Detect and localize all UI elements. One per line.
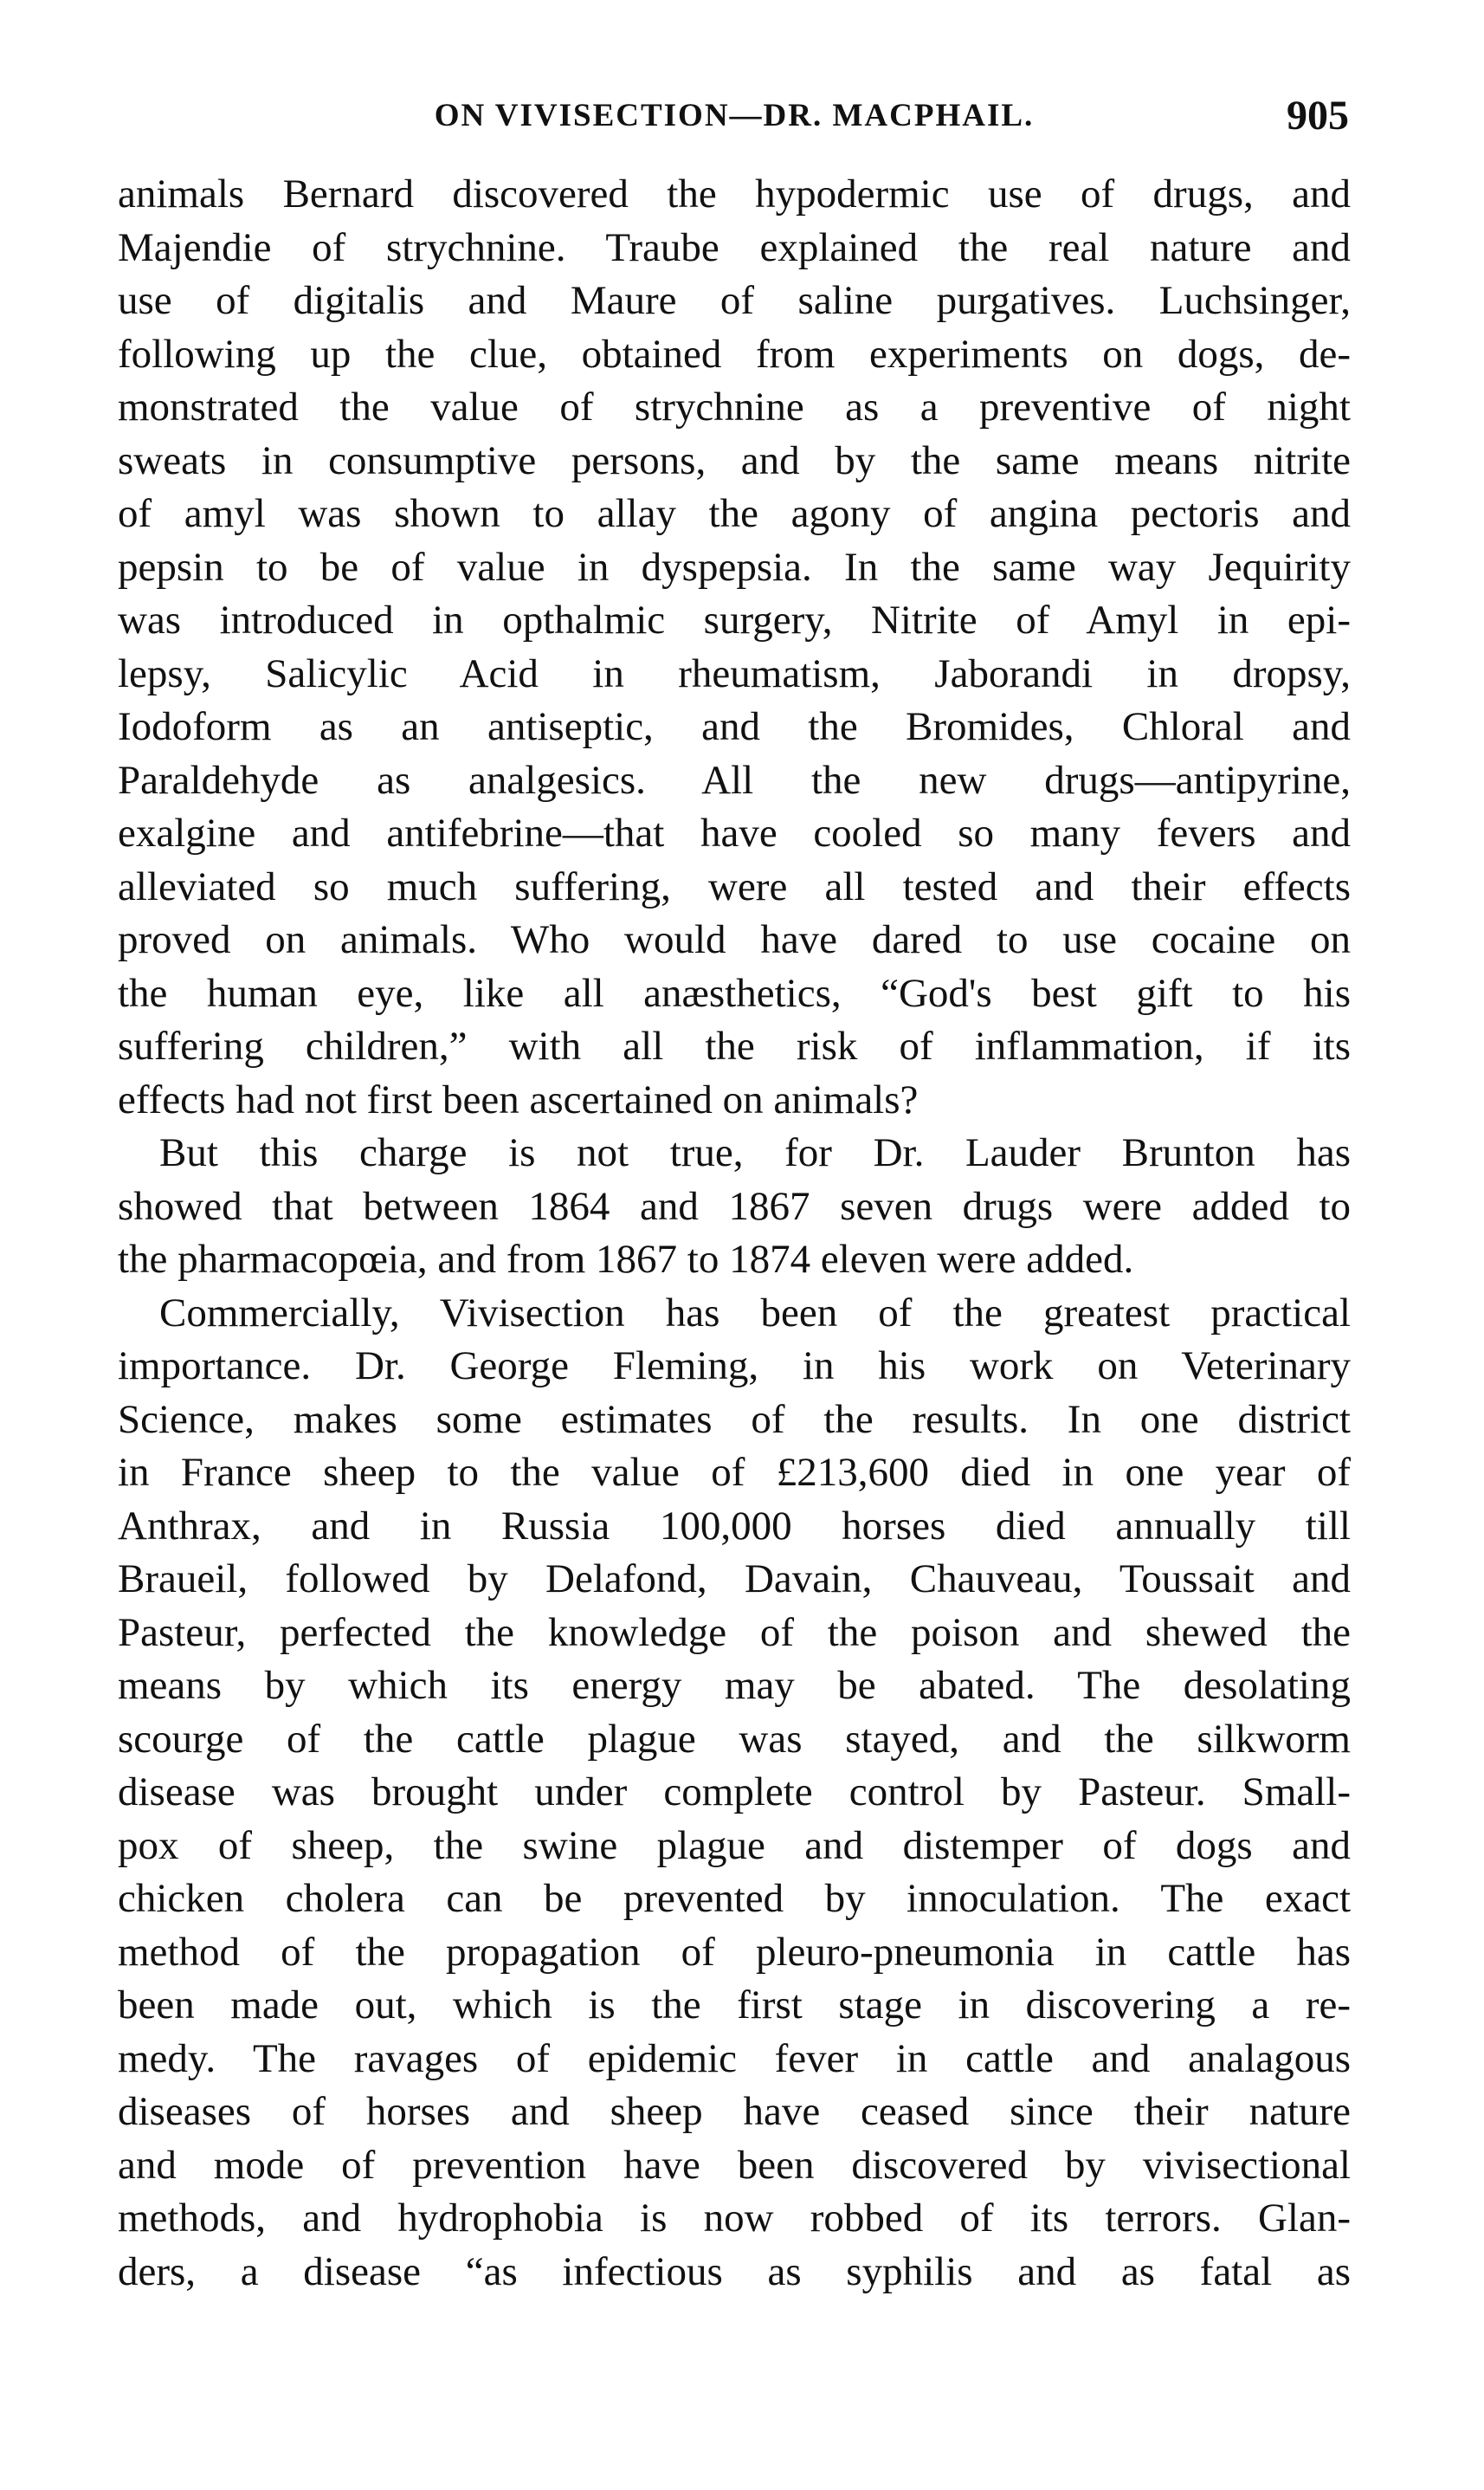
text-line: pepsin to be of value in dyspepsia. In the same way Jequirity [118, 544, 1351, 590]
text-line: disease was brought under complete control by Pasteur. Small- [118, 1769, 1351, 1814]
body-text [118, 168, 1351, 2299]
text-line: exalgine and antifebrine—that have cooled so many fevers and [118, 811, 1351, 856]
text-line: Commercially, Vivisection has been of the greatest practical [159, 1290, 1351, 1336]
text-line: and mode of prevention have been discovered by vivisectional [118, 2142, 1351, 2188]
text-line: Paraldehyde as analgesics. All the new drugs—antipyrine, [118, 757, 1351, 803]
text-line: importance. Dr. George Fleming, in his work on Veterinary [118, 1343, 1351, 1388]
text-line: Anthrax, and in Russia 100,000 horses died annually till [118, 1503, 1351, 1549]
running-title: ON VIVISECTION—DR. MACPHAIL. [434, 98, 1035, 133]
text-line: use of digitalis and Maure of saline purgatives. Luchsinger, [118, 278, 1351, 323]
text-line: scourge of the cattle plague was stayed, and the silkworm [118, 1716, 1351, 1762]
text-line: medy. The ravages of epidemic fever in cattle and analagous [118, 2035, 1351, 2081]
text-line: proved on animals. Who would have dared to use cocaine on [118, 917, 1351, 962]
text-line: monstrated the value of strychnine as a preventive of night [118, 385, 1351, 430]
text-line: in France sheep to the value of £213,600 died in one year of [118, 1450, 1351, 1495]
text-line: of amyl was shown to allay the agony of angina pectoris and [118, 491, 1351, 536]
text-line: Pasteur, perfected the knowledge of the poison and shewed the [118, 1609, 1351, 1655]
page-number: 905 [1287, 93, 1349, 139]
text-line: sweats in consumptive persons, and by the same means nitrite [118, 437, 1351, 483]
text-line: means by which its energy may be abated. The desolating [118, 1663, 1351, 1708]
text-line: Iodoform as an antiseptic, and the Bromides, Chloral and [118, 704, 1351, 749]
text-line: methods, and hydrophobia is now robbed of its terrors. Glan- [118, 2196, 1351, 2241]
text-line: pox of sheep, the swine plague and distemper of dogs and [118, 1822, 1351, 1868]
text-line: suffering children,” with all the risk of inflammation, if its [118, 1024, 1351, 1069]
text-line: Science, makes some estimates of the results. In one district [118, 1396, 1351, 1442]
text-line: lepsy, Salicylic Acid in rheumatism, Jaborandi in dropsy, [118, 650, 1351, 696]
text-line: chicken cholera can be prevented by innoculation. The exact [118, 1876, 1351, 1921]
text-line: method of the propagation of pleuro-pneumonia in cattle has [118, 1929, 1351, 1975]
text-line: following up the clue, obtained from experiments on dogs, de- [118, 331, 1351, 377]
text-line: the human eye, like all anæsthetics, “God's best gift to his [118, 970, 1351, 1016]
text-line: Majendie of strychnine. Traube explained the real nature and [118, 224, 1351, 270]
text-line: alleviated so much suffering, were all tested and their effects [118, 863, 1351, 909]
text-line: diseases of horses and sheep have ceased since their nature [118, 2089, 1351, 2134]
text-line: showed that between 1864 and 1867 seven drugs were added to [118, 1183, 1351, 1229]
text-line: the pharmacopœia, and from 1867 to 1874 eleven were added. [118, 1237, 1134, 1282]
text-line: effects had not first been ascertained on animals? [118, 1077, 919, 1122]
text-line: Braueil, followed by Delafond, Davain, Chauveau, Toussait and [118, 1556, 1351, 1601]
text-line: been made out, which is the first stage in discovering a re- [118, 1982, 1351, 2028]
text-line: ders, a disease “as infectious as syphilis and as fatal as [118, 2248, 1351, 2294]
text-line: But this charge is not true, for Dr. Lauder Brunton has [159, 1130, 1351, 1175]
text-line: was introduced in opthalmic surgery, Nitrite of Amyl in epi- [118, 598, 1351, 643]
running-head [119, 93, 1349, 149]
text-line: animals Bernard discovered the hypodermic use of drugs, and [118, 171, 1351, 217]
